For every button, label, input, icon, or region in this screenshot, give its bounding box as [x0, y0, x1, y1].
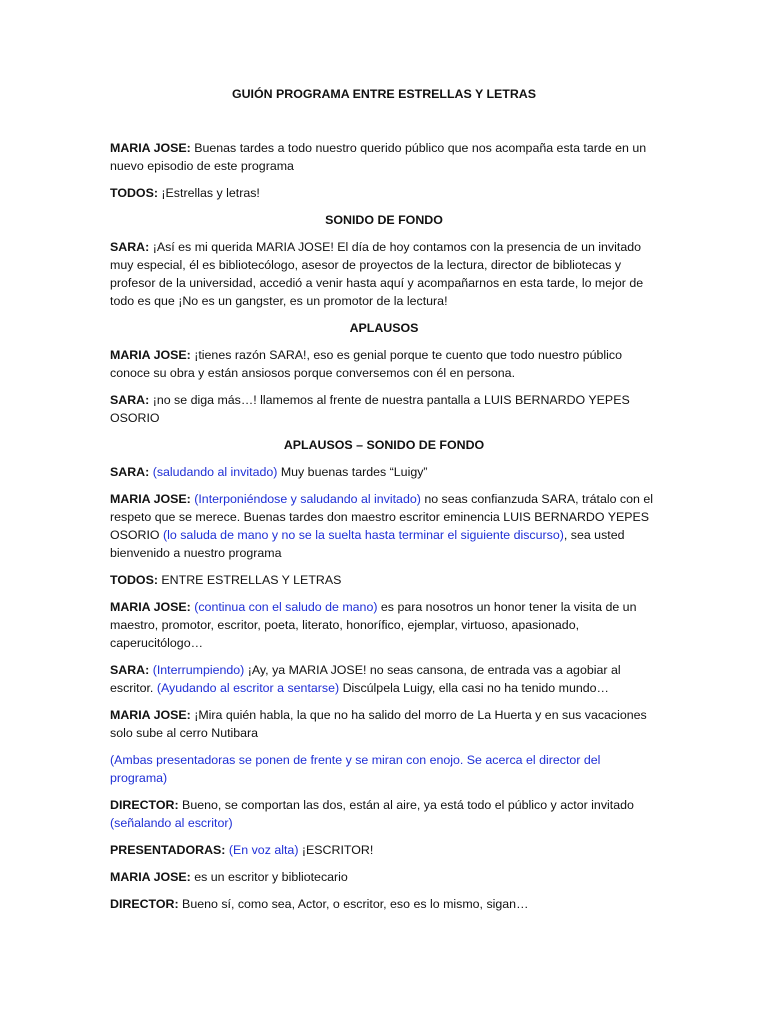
stage-direction: (continua con el saludo de mano) — [194, 600, 378, 614]
speaker-name: SARA: — [110, 240, 150, 254]
dialogue-line — [110, 391, 658, 427]
dialogue-line — [110, 706, 658, 742]
speaker-name: MARIA JOSE: — [110, 870, 191, 884]
dialogue-line — [110, 895, 658, 913]
speaker-name: SARA: — [110, 393, 150, 407]
dialogue-text: Discúlpela Luigy, ella casi no ha tenido mundo… — [339, 681, 609, 695]
speaker-name: DIRECTOR: — [110, 897, 179, 911]
dialogue-line — [110, 661, 658, 697]
dialogue-text: ¡tienes razón SARA!, eso es genial porque te cuento que todo nuestro público conoce su obra y están ansiosos porque conversemos con él en persona. — [110, 348, 622, 380]
dialogue-text: no seas confianzuda SARA, trátalo con el respeto que se merece. Buenas tardes don maestro escritor eminencia LUIS BERNARDO YEPES OSORIO — [110, 492, 653, 542]
dialogue-text: ¡no se diga más…! llamemos al frente de nuestra pantalla a LUIS BERNARDO YEPES OSORIO — [110, 393, 630, 425]
dialogue-text: ¡Ay, ya MARIA JOSE! no seas cansona, de entrada vas a agobiar al escritor. — [110, 663, 621, 695]
script-body — [110, 139, 658, 913]
speaker-name: SARA: — [110, 465, 150, 479]
dialogue-text: Muy buenas tardes “Luigy” — [277, 465, 428, 479]
dialogue-text: Bueno sí, como sea, Actor, o escritor, eso es lo mismo, sigan… — [178, 897, 529, 911]
speaker-name: MARIA JOSE: — [110, 348, 191, 362]
dialogue-text: es para nosotros un honor tener la visita de un maestro, promotor, escritor, poeta, literato, honorífico, ejemplar, virtuoso, apasionado, caperucitólogo… — [110, 600, 637, 650]
speaker-name: TODOS: — [110, 573, 158, 587]
dialogue-line — [110, 184, 658, 202]
dialogue-text: , sea usted bienvenido a nuestro programa — [110, 528, 625, 560]
stage-direction: (lo saluda de mano y no se la suelta hasta terminar el siguiente discurso) — [163, 528, 564, 542]
stage-direction: (señalando al escritor) — [110, 816, 233, 830]
dialogue-line — [110, 490, 658, 562]
speaker-name: SARA: — [110, 663, 150, 677]
scene-cue: APLAUSOS — [349, 321, 419, 335]
dialogue-line — [110, 463, 658, 481]
stage-direction: (Interrumpiendo) — [152, 663, 245, 677]
dialogue-line — [110, 139, 658, 175]
stage-direction: (En voz alta) — [228, 843, 299, 857]
dialogue-text: ¡ESCRITOR! — [298, 843, 374, 857]
stage-direction: (Interponiéndose y saludando al invitado) — [194, 492, 421, 506]
dialogue-line — [110, 868, 658, 886]
scene-cue: APLAUSOS – SONIDO DE FONDO — [283, 438, 485, 452]
dialogue-text: ¡Estrellas y letras! — [157, 186, 260, 200]
speaker-name: TODOS: — [110, 186, 158, 200]
dialogue-line — [110, 346, 658, 382]
dialogue-line — [110, 841, 658, 859]
dialogue-text: Bueno, se comportan las dos, están al aire, ya está todo el público y actor invitado — [178, 798, 634, 812]
dialogue-line — [110, 571, 658, 589]
stage-direction: (Ayudando al escritor a sentarse) — [156, 681, 340, 695]
dialogue-text: ¡Así es mi querida MARIA JOSE! El día de hoy contamos con la presencia de un invitado muy especial, él es bibliotecólogo, asesor de proyectos de la lectura, director de bibliotecas y profesor de la universidad, accedió a venir hasta aquí y acompañarnos en esta tarde, lo mejor de todo es que ¡No es un gangster, es un promotor de la lectura! — [110, 240, 644, 308]
speaker-name: MARIA JOSE: — [110, 492, 191, 506]
dialogue-text: ¡Mira quién habla, la que no ha salido del morro de La Huerta y en sus vacaciones solo sube al cerro Nutibara — [110, 708, 647, 740]
document-title: GUIÓN PROGRAMA ENTRE ESTRELLAS Y LETRAS — [231, 87, 537, 101]
speaker-name: PRESENTADORAS: — [110, 843, 226, 857]
speaker-name: DIRECTOR: — [110, 798, 179, 812]
dialogue-line — [110, 598, 658, 652]
dialogue-line — [110, 751, 658, 787]
dialogue-text: Buenas tardes a todo nuestro querido público que nos acompaña esta tarde en un nuevo episodio de este programa — [110, 141, 647, 173]
stage-direction: (saludando al invitado) — [152, 465, 278, 479]
dialogue-line — [110, 238, 658, 310]
speaker-name: MARIA JOSE: — [110, 141, 191, 155]
dialogue-text: es un escritor y bibliotecario — [190, 870, 348, 884]
speaker-name: MARIA JOSE: — [110, 708, 191, 722]
speaker-name: MARIA JOSE: — [110, 600, 191, 614]
stage-direction: (Ambas presentadoras se ponen de frente y se miran con enojo. Se acerca el director del programa) — [110, 753, 601, 785]
scene-cue: SONIDO DE FONDO — [325, 213, 443, 227]
dialogue-text: ENTRE ESTRELLAS Y LETRAS — [157, 573, 342, 587]
dialogue-line — [110, 796, 658, 832]
